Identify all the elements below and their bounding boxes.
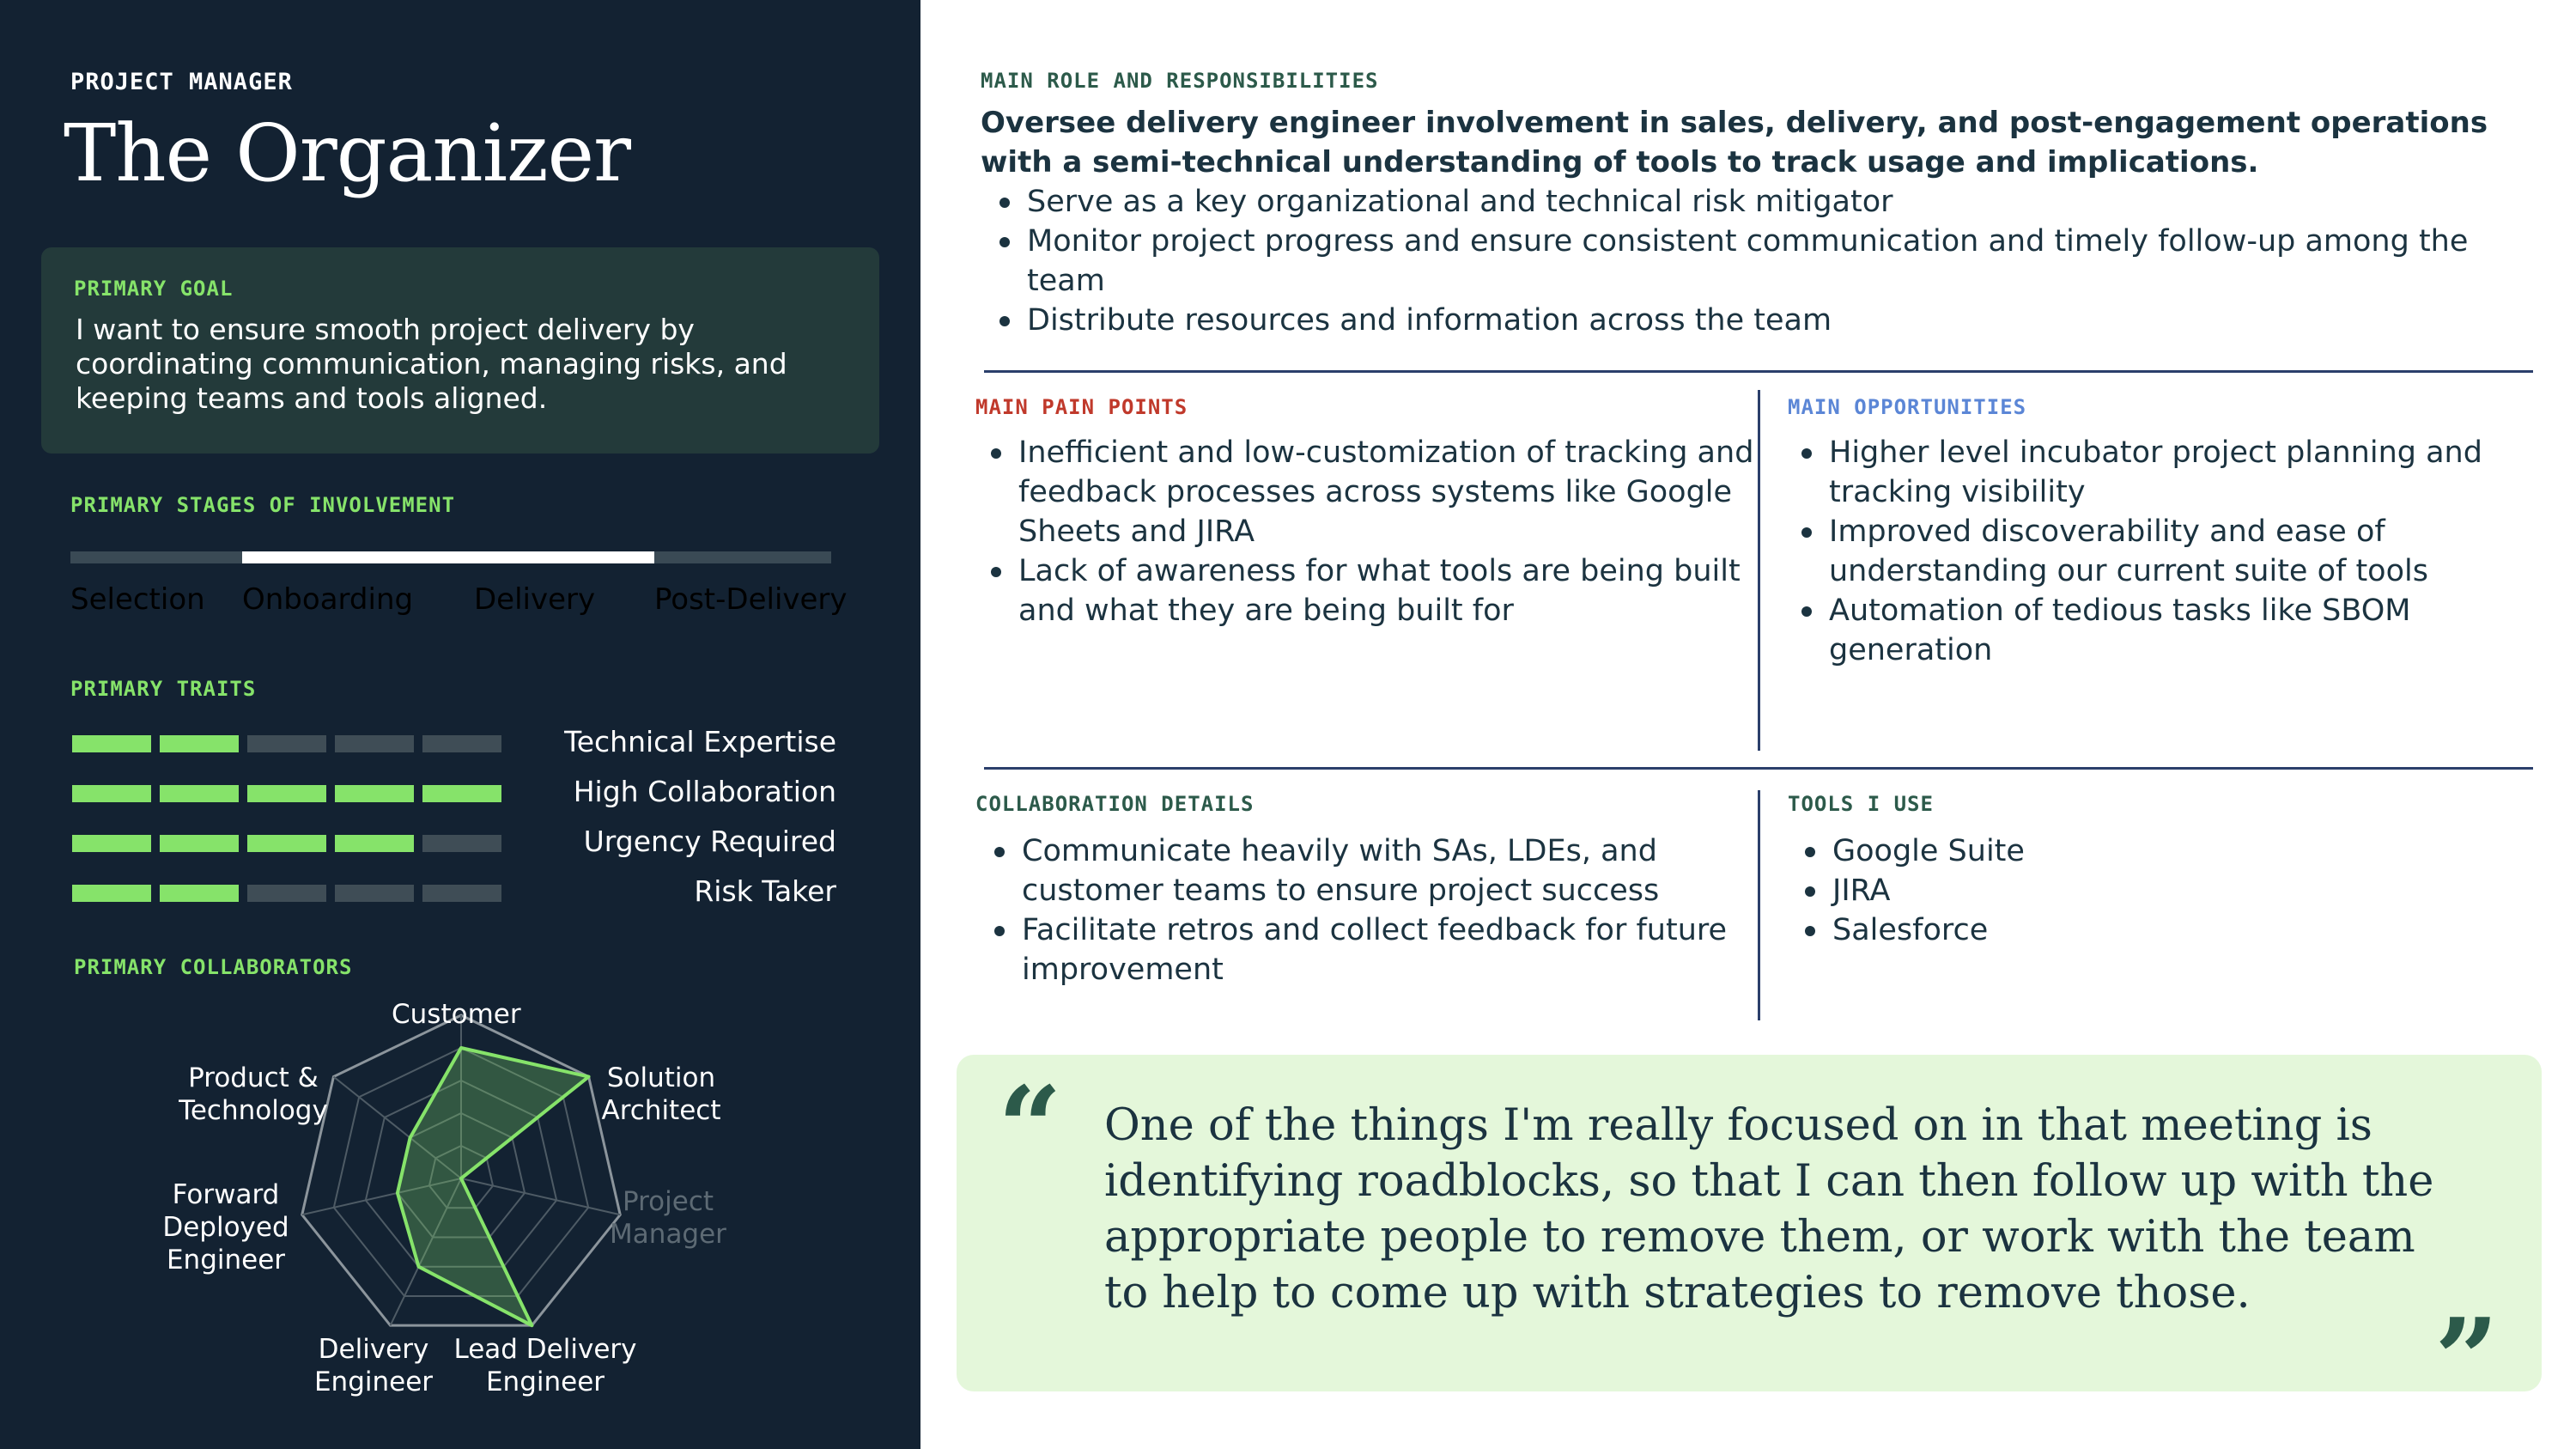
traits-label: PRIMARY TRAITS — [70, 677, 257, 701]
list-item: Distribute resources and information across the team — [991, 301, 2537, 340]
radar-label-forward-deployed-engineer: Forward Deployed Engineer — [162, 1179, 289, 1275]
list-item: Facilitate retros and collect feedback for future improvement — [986, 910, 1741, 989]
radar-label-project-manager: Project Manager — [610, 1186, 726, 1250]
list-item: Lack of awareness for what tools are being built and what they are being built for — [982, 551, 1755, 630]
trait-level-segment — [72, 785, 151, 802]
radar-label-customer: Customer — [392, 999, 521, 1030]
responsibilities-label: MAIN ROLE AND RESPONSIBILITIES — [981, 69, 1379, 93]
divider — [984, 370, 2533, 373]
divider — [1758, 390, 1760, 751]
close-quote-icon: ” — [2434, 1294, 2499, 1425]
radar-label-lead-delivery-engineer: Lead Delivery Engineer — [453, 1334, 637, 1397]
responsibilities-list — [991, 182, 2537, 340]
radar-label-delivery-engineer: Delivery Engineer — [313, 1334, 434, 1397]
trait-level-segment — [247, 835, 326, 852]
opportunities-list — [1793, 433, 2497, 670]
list-item: Inefficient and low-customization of tracking and feedback processes across systems like Google Sheets and JIRA — [982, 433, 1755, 551]
trait-level-segment — [335, 785, 414, 802]
stage-selection: Selection — [70, 582, 205, 617]
primary-goal-text: I want to ensure smooth project delivery by coordinating communication, managing risks, and keeping teams and tools aligned. — [76, 313, 787, 415]
trait-level-segment — [247, 785, 326, 802]
responsibilities-headline: Oversee delivery engineer involvement in sales, delivery, and post-engagement operations with a semi-technical understanding of tools to track usage and implications. — [981, 106, 2488, 180]
collaboration-details-label: COLLABORATION DETAILS — [975, 792, 1255, 816]
tools-list — [1796, 831, 2483, 950]
trait-level-segment — [72, 885, 151, 902]
trait-level-segment — [335, 885, 414, 902]
list-item: Communicate heavily with SAs, LDEs, and customer teams to ensure project success — [986, 831, 1741, 910]
divider — [984, 767, 2533, 770]
radar-label-product-technology: Product & Technology — [179, 1062, 328, 1126]
primary-goal-card — [41, 247, 879, 454]
trait-row — [72, 874, 836, 908]
pain-points-list — [982, 433, 1755, 630]
quote-text: One of the things I'm really focused on in that meeting is identifying roadblocks, so that I can then follow up with the appropriate people to remove them, or work with the team to help to come up with strategies to remove those. — [1104, 1100, 2434, 1318]
trait-row — [72, 725, 836, 758]
trait-level-segment — [422, 785, 501, 802]
primary-goal-label: PRIMARY GOAL — [74, 277, 234, 301]
opportunities-label: MAIN OPPORTUNITIES — [1788, 395, 2027, 419]
list-item: Google Suite — [1796, 831, 2483, 871]
collaboration-list — [986, 831, 1741, 989]
trait-level-segment — [247, 735, 326, 752]
list-item: Salesforce — [1796, 910, 2483, 950]
trait-row — [72, 825, 836, 858]
trait-name: Risk Taker — [694, 874, 836, 908]
trait-level-segment — [247, 885, 326, 902]
tools-label: TOOLS I USE — [1788, 792, 1934, 816]
list-item: Monitor project progress and ensure consistent communication and timely follow-up among the team — [991, 222, 2537, 301]
stage-post-delivery: Post-Delivery — [654, 582, 848, 617]
pain-points-label: MAIN PAIN POINTS — [975, 395, 1188, 419]
trait-level-segment — [160, 835, 239, 852]
list-item: Automation of tedious tasks like SBOM generation — [1793, 591, 2497, 670]
trait-level-segment — [160, 885, 239, 902]
trait-name: Urgency Required — [583, 825, 836, 858]
details-area — [920, 0, 2576, 1449]
trait-level-segment — [335, 735, 414, 752]
list-item: Higher level incubator project planning and tracking visibility — [1793, 433, 2497, 512]
stages-label: PRIMARY STAGES OF INVOLVEMENT — [70, 493, 456, 517]
collaborators-radar-chart — [103, 979, 790, 1443]
quote-card — [957, 1055, 2542, 1425]
trait-name: Technical Expertise — [564, 725, 836, 758]
persona-panel — [0, 0, 920, 1449]
list-item: Improved discoverability and ease of understanding our current suite of tools — [1793, 512, 2497, 591]
role-eyebrow: PROJECT MANAGER — [70, 69, 293, 95]
trait-level-segment — [335, 835, 414, 852]
list-item: JIRA — [1796, 871, 2483, 910]
stage-onboarding: Onboarding — [242, 582, 414, 617]
divider — [1758, 790, 1760, 1020]
trait-name: High Collaboration — [573, 775, 836, 808]
trait-level-segment — [422, 735, 501, 752]
trait-row — [72, 775, 836, 808]
radar-label-solution-architect: Solution Architect — [601, 1062, 721, 1126]
trait-level-segment — [422, 835, 501, 852]
collaborators-label: PRIMARY COLLABORATORS — [74, 955, 353, 979]
trait-level-segment — [160, 785, 239, 802]
trait-level-segment — [72, 735, 151, 752]
persona-title: The Organizer — [64, 107, 631, 199]
stages-progress-fill — [242, 551, 654, 563]
stages-progress-bar — [70, 551, 831, 563]
trait-level-segment — [160, 735, 239, 752]
open-quote-icon: “ — [998, 1062, 1062, 1193]
stage-delivery: Delivery — [474, 582, 596, 617]
trait-level-segment — [422, 885, 501, 902]
list-item: Serve as a key organizational and technical risk mitigator — [991, 182, 2537, 222]
trait-level-segment — [72, 835, 151, 852]
